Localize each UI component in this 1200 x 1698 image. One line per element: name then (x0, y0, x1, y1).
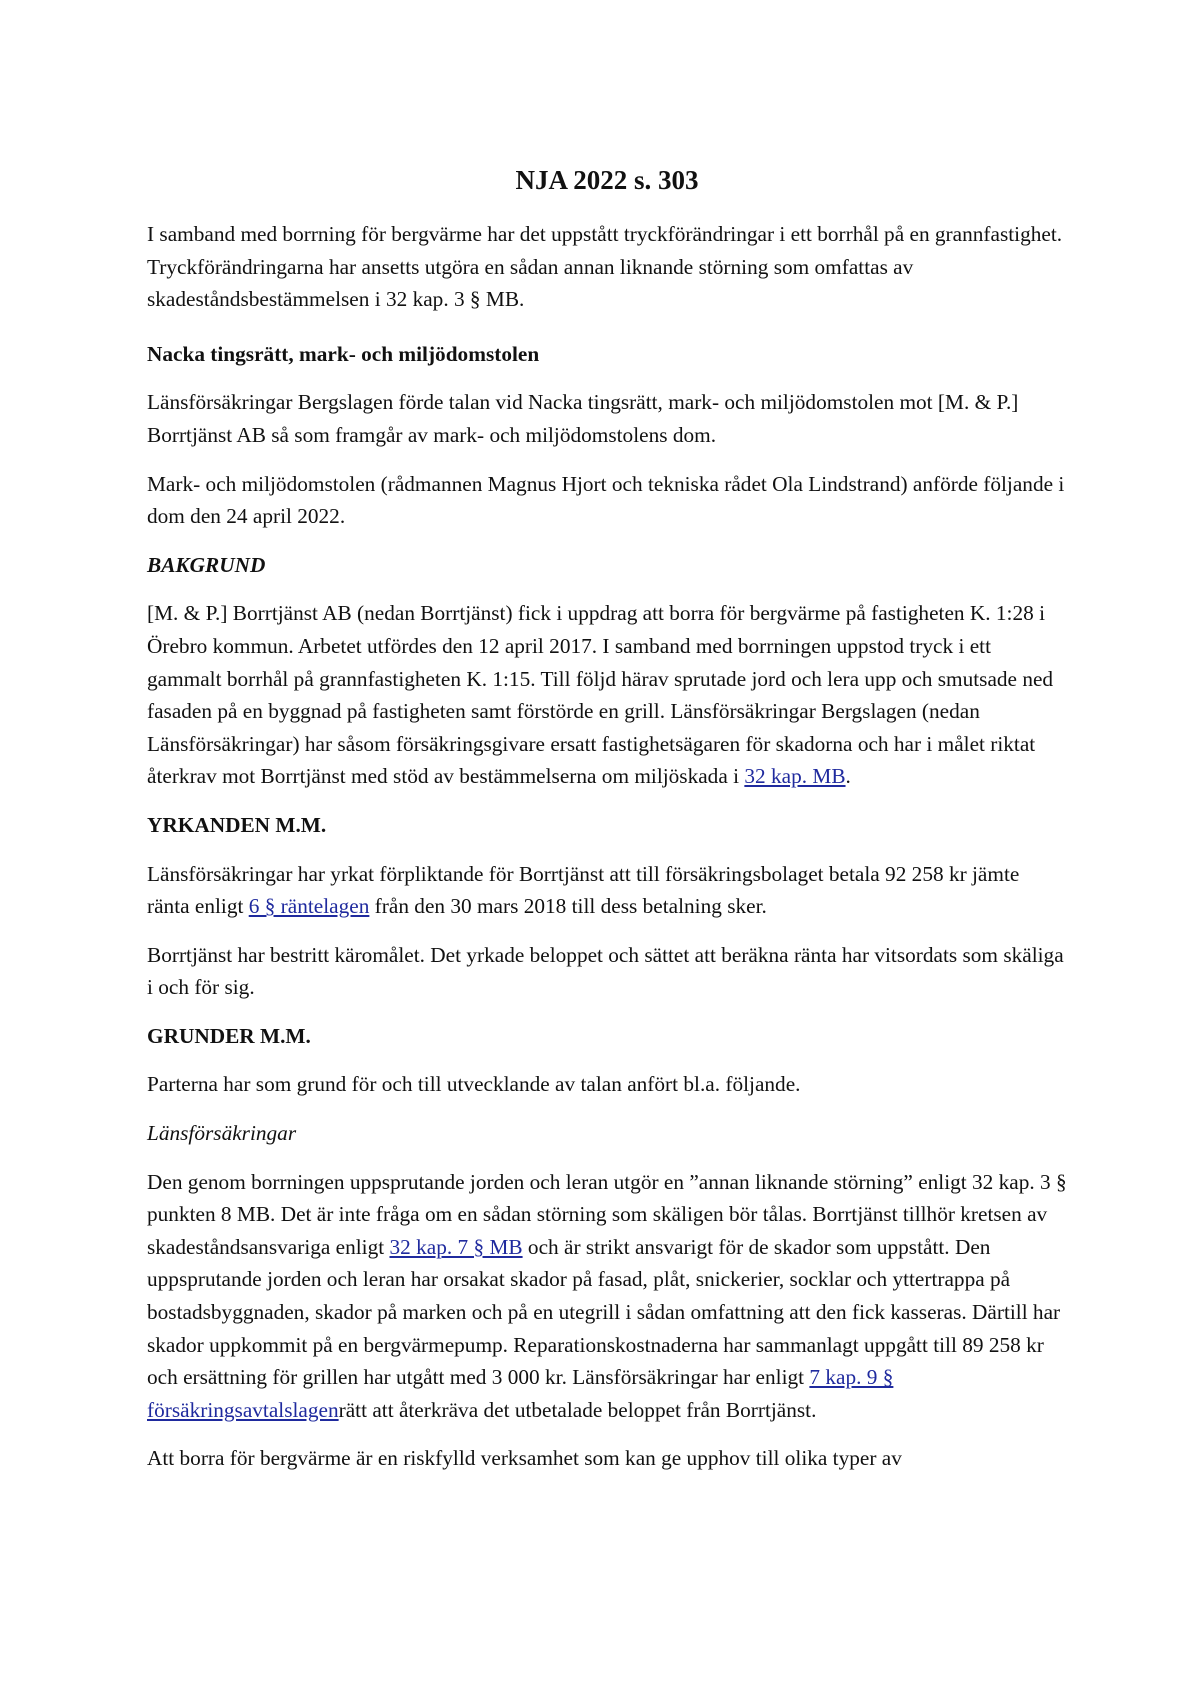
bakgrund-heading: BAKGRUND (147, 552, 266, 577)
yrkanden-heading: YRKANDEN M.M. (147, 812, 327, 837)
party-text-2: och är strikt ansvarigt för de skador som uppstått. Den uppsprutande jorden och leran har orsakat skador på fasad, plåt, snickerier, socklar och yttertrappa på bostadsbyggnaden, skador på marken och på en utegrill i sådan omfattning att den fick kasseras. Därtill har skador uppkommit på en bergvärmepump. Reparationskostnaderna har sammanlagt uppgått till 89 258 kr och ersättning för grillen har utgått med 3 000 kr. Länsförsäkringar har enligt (147, 1234, 1061, 1390)
court-heading: Nacka tingsrätt, mark- och miljödomstolen (147, 341, 540, 366)
grunder-intro: Parterna har som grund för och till utvecklande av talan anfört bl.a. följande. (147, 1072, 801, 1097)
link-rantelagen[interactable]: 6 § räntelagen (248, 894, 370, 919)
yrkanden-paragraph-2: Borrtjänst har bestritt käromålet. Det yrkade beloppet och sättet att beräkna ränta har vitsordats som skäliga i och för sig. (147, 942, 1064, 1000)
document-body (147, 218, 1067, 1491)
bakgrund-paragraph (147, 597, 1067, 793)
yrkanden-text-2: från den 30 mars 2018 till dess betalning sker. (369, 894, 767, 919)
bakgrund-end: . (845, 764, 851, 789)
link-forsakringsavtalslagen[interactable]: 7 kap. 9 § försäkringsavtalslagen (147, 1365, 894, 1422)
bakgrund-text: [M. & P.] Borrtjänst AB (nedan Borrtjänst) fick i uppdrag att borra för bergvärme på fastigheten K. 1:28 i Örebro kommun. Arbetet utfördes den 12 april 2017. I samband med borrningen uppstod tryck i ett gammalt borrhål på grannfastigheten K. 1:15. Till följd härav sprutade jord och lera upp och smutsade ned fasaden på en byggnad på fastigheten samt förstörde en grill. Länsförsäkringar Bergslagen (nedan Länsförsäkringar) har såsom försäkringsgivare ersatt fastighetsägaren för skadorna och har i målet riktat återkrav mot Borrtjänst med stöd av bestämmelserna om miljöskada i (147, 601, 1054, 789)
link-32-kap-7-mb[interactable]: 32 kap. 7 § MB (389, 1234, 523, 1259)
party-heading: Länsförsäkringar (147, 1121, 297, 1146)
yrkanden-paragraph-1 (147, 858, 1067, 923)
summary-paragraph: I samband med borrning för bergvärme har det uppstått tryckförändringar i ett borrhål på en grannfastighet. Tryckförändringarna har ansetts utgöra en sådan annan liknande störning som omfattas av skadeståndsbestämmelsen i 32 kap. 3 § MB. (147, 222, 1063, 312)
party-text-3: rätt att återkräva det utbetalade beloppet från Borrtjänst. (338, 1397, 817, 1422)
intro-paragraph-1: Länsförsäkringar Bergslagen förde talan vid Nacka tingsrätt, mark- och miljödomstolen mot [M. & P.] Borrtjänst AB så som framgår av mark- och miljödomstolens dom. (147, 390, 1019, 447)
yrkanden-text-1: Länsförsäkringar har yrkat förpliktande för Borrtjänst att till försäkringsbolaget betala 92 258 kr jämte ränta enligt (147, 861, 1020, 919)
intro-paragraph-2: Mark- och miljödomstolen (rådmannen Magnus Hjort och tekniska rådet Ola Lindstrand) anförde följande i dom den 24 april 2022. (147, 471, 1065, 529)
link-32-kap-mb[interactable]: 32 kap. MB (744, 764, 846, 789)
last-paragraph: Att borra för bergvärme är en riskfylld verksamhet som kan ge upphov till olika typer av (147, 1446, 902, 1471)
grunder-heading: GRUNDER M.M. (147, 1023, 311, 1048)
document-title: NJA 2022 s. 303 (515, 165, 699, 195)
party-paragraph (147, 1166, 1067, 1427)
party-text-1: Den genom borrningen uppsprutande jorden och leran utgör en ”annan liknande störning” enligt 32 kap. 3 § punkten 8 MB. Det är inte fråga om en sådan störning som skäligen bör tålas. Borrtjänst tillhör kretsen av skadeståndsansvariga enligt (147, 1169, 1067, 1259)
